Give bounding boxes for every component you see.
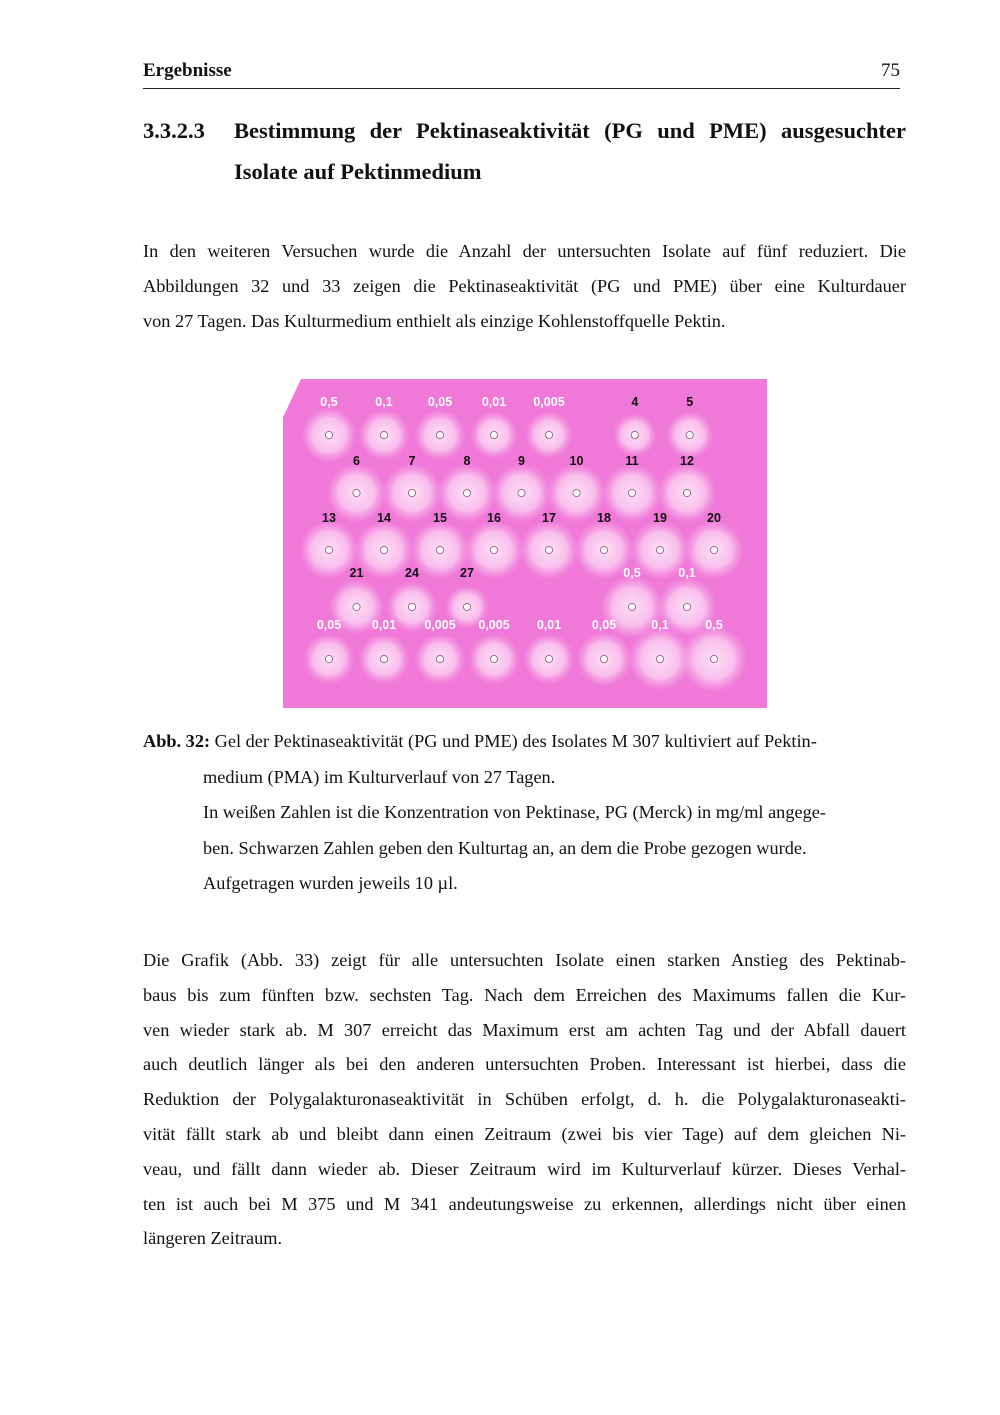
culture-day-label: 12 (680, 454, 694, 468)
running-title: Ergebnisse (143, 60, 232, 81)
gel-well (490, 431, 497, 438)
culture-day-label: 14 (377, 511, 391, 525)
culture-day-label: 24 (405, 566, 419, 580)
gel-well (408, 489, 415, 496)
page-number: 75 (881, 60, 900, 81)
gel-well (683, 489, 690, 496)
text-line: längeren Zeitraum. (143, 1228, 283, 1249)
page-header (143, 58, 900, 89)
culture-day-label: 27 (460, 566, 474, 580)
gel-well (325, 431, 332, 438)
gel-well (380, 431, 387, 438)
caption-text: Gel der Pektinaseaktivität (PG und PME) des Isolates M 307 kultiviert auf Pektin- (214, 731, 817, 751)
culture-day-label: 5 (686, 395, 694, 409)
concentration-label: 0,05 (427, 395, 453, 409)
caption-label: Abb. 32: (143, 731, 211, 751)
gel-well (408, 603, 415, 610)
culture-day-label: 9 (518, 454, 525, 468)
caption-line (143, 724, 903, 760)
text-line: In den weiteren Versuchen wurde die Anzahl der untersuchten Isolate auf fünf reduziert. Die (143, 241, 906, 261)
concentration-label: 0,1 (651, 618, 669, 632)
gel-well (518, 489, 525, 496)
section-title-line-1: Bestimmung der Pektinaseaktivität (PG und PME) ausgesuchter (234, 118, 906, 143)
text-line: ven wieder stark ab. M 307 erreicht das Maximum erst am achten Tag und der Abfall dauert (143, 1019, 906, 1040)
culture-day-label: 19 (653, 511, 667, 525)
caption-line: Aufgetragen wurden jeweils 10 µl. (203, 873, 458, 893)
text-line: baus bis zum fünften bzw. sechsten Tag. Nach dem Erreichen des Maximums fallen die Kur- (143, 984, 906, 1005)
gel-well (545, 655, 552, 662)
concentration-label: 0,05 (591, 618, 617, 632)
concentration-label: 0,01 (481, 395, 507, 409)
text-line: Reduktion der Polygalakturonaseaktivität in Schüben erfolgt, d. h. die Polygalakturonaseakti- (143, 1089, 906, 1110)
culture-day-label: 18 (597, 511, 611, 525)
text-line: veau, und fällt dann wieder ab. Dieser Zeitraum wird im Kulturverlauf kürzer. Dieses Verhal- (143, 1158, 906, 1179)
gel-well (686, 431, 693, 438)
culture-day-label: 21 (349, 566, 364, 580)
gel-well (628, 603, 635, 610)
gel-well (490, 655, 497, 662)
concentration-label: 0,5 (320, 395, 338, 409)
gel-well (353, 603, 360, 610)
gel-well (325, 546, 332, 553)
concentration-label: 0,005 (478, 618, 510, 632)
culture-day-label: 16 (487, 511, 501, 525)
section-title-line-2: Isolate auf Pektinmedium (234, 159, 482, 184)
culture-day-label: 4 (631, 395, 639, 409)
text-line: auch deutlich länger als bei den anderen untersuchten Proben. Interessant ist hierbei, dass die (143, 1054, 906, 1075)
concentration-label: 0,5 (623, 566, 641, 580)
gel-well (631, 431, 638, 438)
text-line: Abbildungen 32 und 33 zeigen die Pektinaseaktivität (PG und PME) über eine Kulturdauer (143, 275, 906, 296)
concentration-label: 0,1 (375, 395, 393, 409)
caption-line: ben. Schwarzen Zahlen geben den Kulturtag an, an dem die Probe gezogen wurde. (203, 837, 807, 858)
concentration-label: 0,1 (678, 566, 696, 580)
gel-well (600, 655, 607, 662)
concentration-label: 0,01 (536, 618, 562, 632)
gel-well (710, 546, 717, 553)
body-paragraph (143, 943, 906, 1256)
concentration-label: 0,5 (705, 618, 723, 632)
culture-day-label: 11 (625, 454, 639, 468)
text-line: von 27 Tagen. Das Kulturmedium enthielt als einzige Kohlenstoffquelle Pektin. (143, 310, 726, 331)
gel-well (380, 546, 387, 553)
gel-well (628, 489, 635, 496)
concentration-label: 0,05 (316, 618, 342, 632)
gel-well (490, 546, 497, 553)
culture-day-label: 6 (353, 454, 360, 468)
gel-well (683, 603, 690, 610)
text-line: vität fällt stark ab und bleibt dann einen Zeitraum (zwei bis vier Tage) auf dem gleichen Ni- (143, 1123, 906, 1144)
gel-well (710, 655, 717, 662)
gel-well (463, 603, 470, 610)
gel-well (436, 546, 443, 553)
culture-day-label: 7 (408, 454, 416, 468)
concentration-label: 0,005 (533, 395, 565, 409)
gel-well (600, 546, 607, 553)
culture-day-label: 20 (707, 511, 721, 525)
figure-caption (143, 724, 903, 902)
culture-day-label: 15 (433, 511, 447, 525)
gel-well (436, 655, 443, 662)
gel-well (380, 655, 387, 662)
culture-day-label: 17 (542, 511, 556, 525)
caption-line: medium (PMA) im Kulturverlauf von 27 Tagen. (203, 766, 556, 787)
caption-line: In weißen Zahlen ist die Konzentration von Pektinase, PG (Merck) in mg/ml angege- (203, 802, 826, 822)
pectinase-gel-photo (283, 379, 767, 708)
culture-day-label: 13 (322, 511, 336, 525)
gel-well (545, 546, 552, 553)
gel-well (353, 489, 360, 496)
section-number: 3.3.2.3 (143, 118, 205, 143)
gel-well (325, 655, 332, 662)
intro-paragraph (143, 234, 906, 338)
gel-well (573, 489, 580, 496)
text-line: ten ist auch bei M 375 und M 341 andeutungsweise zu erkennen, allerdings nicht über einen (143, 1193, 906, 1214)
culture-day-label: 10 (569, 454, 584, 468)
text-line: Die Grafik (Abb. 33) zeigt für alle untersuchten Isolate einen starken Anstieg des Pektinab- (143, 950, 906, 970)
gel-well (436, 431, 443, 438)
concentration-label: 0,005 (424, 618, 456, 632)
concentration-label: 0,01 (371, 618, 397, 632)
gel-well (656, 546, 663, 553)
gel-well (463, 489, 470, 496)
gel-well (545, 431, 552, 438)
gel-well (656, 655, 663, 662)
culture-day-label: 8 (463, 454, 471, 468)
